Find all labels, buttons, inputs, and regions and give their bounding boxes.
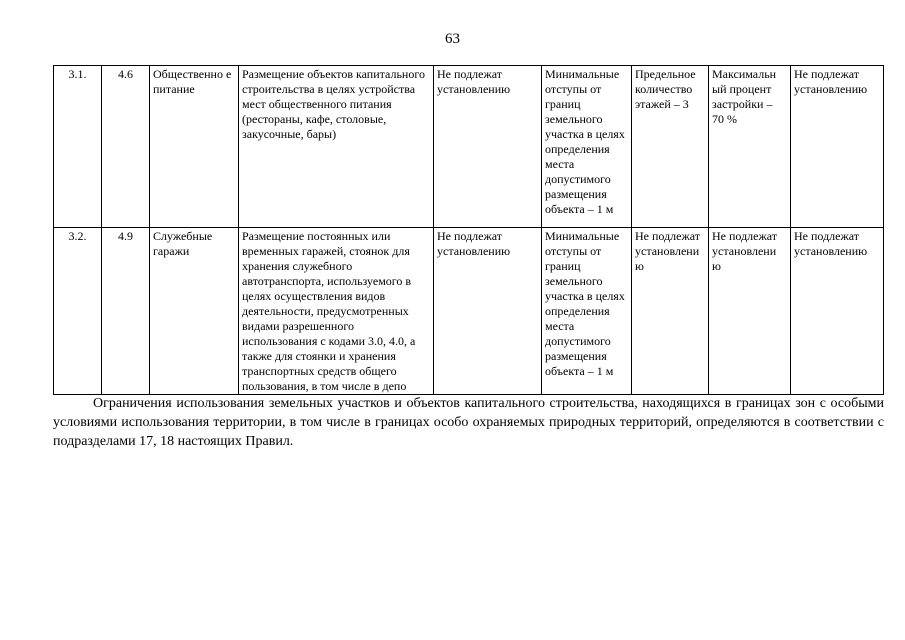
coverage-limit: Не подлежат установлени ю — [709, 228, 791, 395]
use-description: Размещение постоянных или временных гаражей, стоянок для хранения служебного автотранспорта, используемого в целях осуществления видов деятельности, предусмотренных видами разрешенного использования с кодами 3.0, 4.0, а также для стоянки и хранения транспортных средств общего пользования, в том числе в депо — [239, 228, 434, 395]
use-code: 4.9 — [102, 228, 150, 395]
use-description: Размещение объектов капитального строительства в целях устройства мест общественного питания (рестораны, кафе, столовые, закусочные, бары) — [239, 66, 434, 228]
setbacks: Минимальные отступы от границ земельного участка в целях определения места допустимого размещения объекта – 1 м — [542, 66, 632, 228]
table-row — [54, 66, 884, 228]
use-code: 4.6 — [102, 66, 150, 228]
other-parameters: Не подлежат установлению — [791, 228, 884, 395]
plot-area-limits: Не подлежат установлению — [434, 228, 542, 395]
coverage-limit: Максимальн ый процент застройки – 70 % — [709, 66, 791, 228]
use-name: Общественно е питание — [150, 66, 239, 228]
floor-limit: Предельное количество этажей – 3 — [632, 66, 709, 228]
page-number: 63 — [445, 31, 460, 47]
setbacks: Минимальные отступы от границ земельного участка в целях определения места допустимого размещения объекта – 1 м — [542, 228, 632, 395]
floor-limit: Не подлежат установлени ю — [632, 228, 709, 395]
row-number: 3.2. — [54, 228, 102, 395]
table-row — [54, 228, 884, 395]
restrictions-paragraph: Ограничения использования земельных участков и объектов капитального строительства, находящихся в границах зон с особыми условиями использования территории, в том числе в границах особо охраняемых природных территорий, определяются в соответствии с подразделами 17, 18 настоящих Правил. — [53, 396, 884, 449]
other-parameters: Не подлежат установлению — [791, 66, 884, 228]
row-number: 3.1. — [54, 66, 102, 228]
land-use-table — [53, 65, 884, 395]
use-name: Служебные гаражи — [150, 228, 239, 395]
plot-area-limits: Не подлежат установлению — [434, 66, 542, 228]
